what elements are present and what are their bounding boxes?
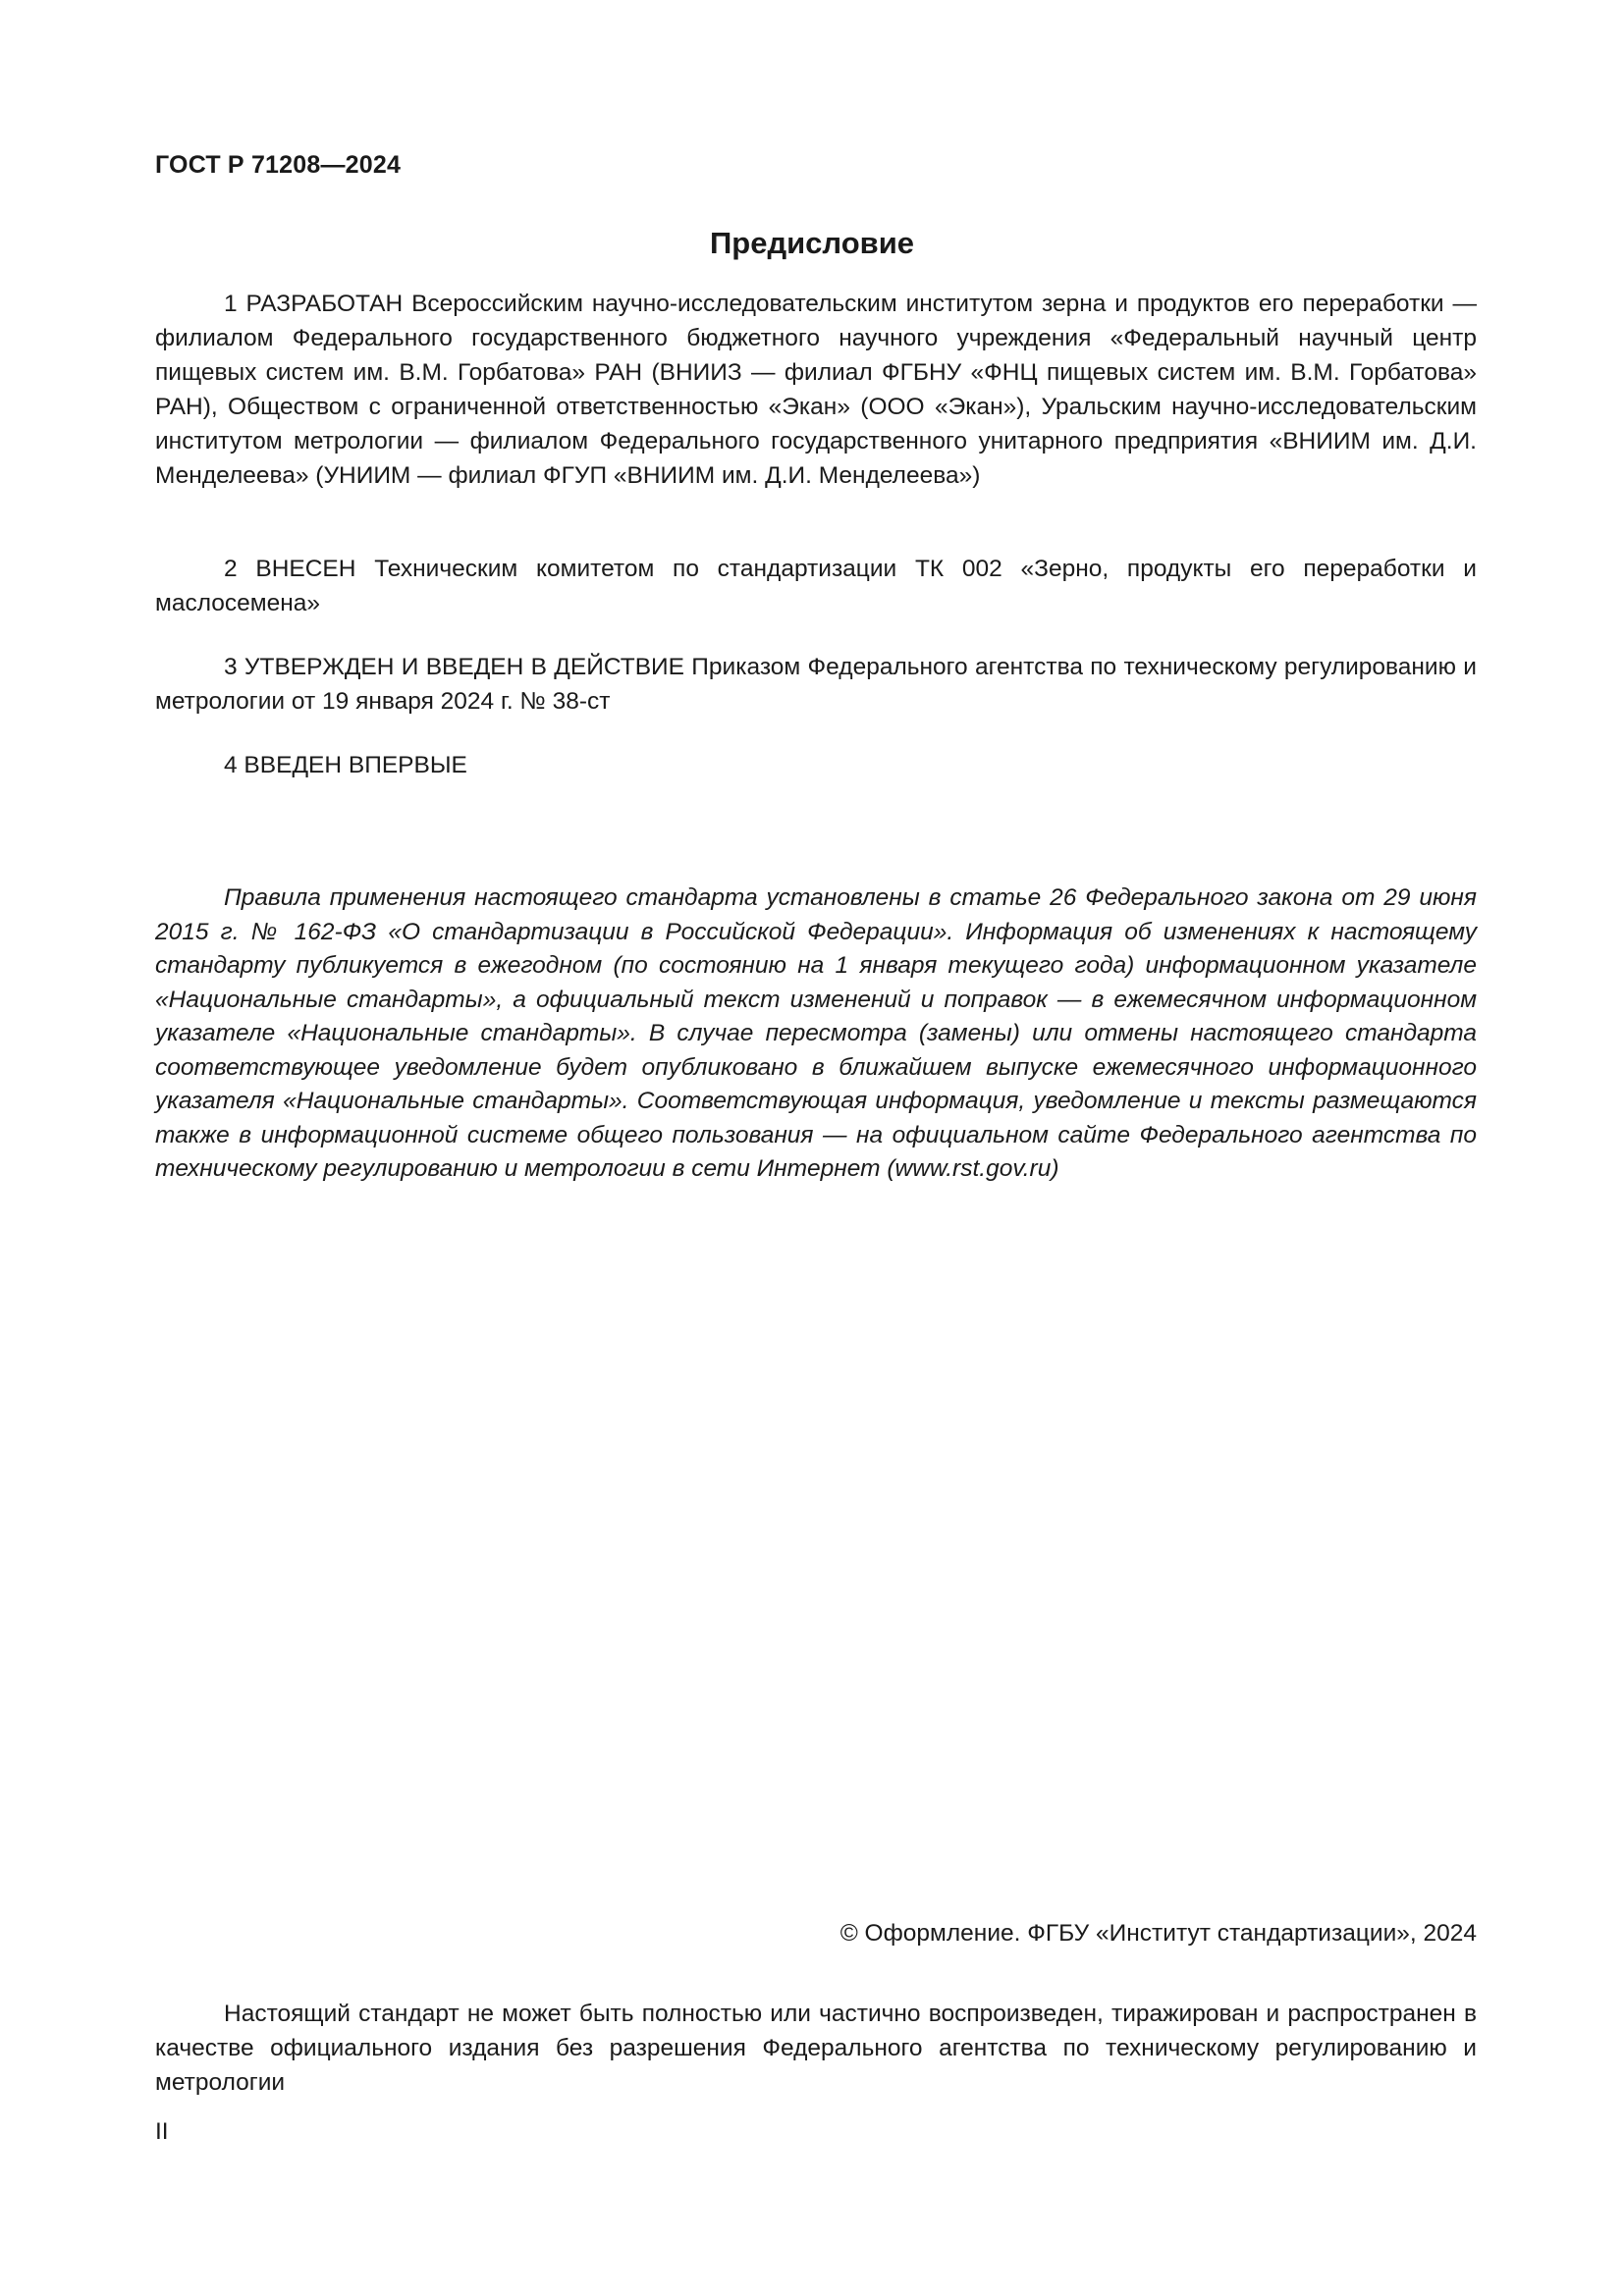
page-number: II (155, 2118, 169, 2145)
paragraph-text: 2 ВНЕСЕН Техническим комитетом по стандартизации ТК 002 «Зерно, продукты его переработки и маслосемена» (155, 556, 1477, 616)
reproduction-text: Настоящий стандарт не может быть полностью или частично воспроизведен, тиражирован и распространен в качестве официального издания без разрешения Федерального агентства по техническому регулированию и метрологии (155, 2001, 1477, 2096)
reproduction-notice (155, 1997, 1477, 2100)
foreword-item-introduced (155, 552, 1477, 620)
notice-text: Правила применения настоящего стандарта установлены в статье 26 Федерального закона от 29 июня 2015 г. № 162-ФЗ «О стандартизации в Российской Федерации». Информация об изменениях к настоящему стандарту публикуется в ежегодном (по состоянию на 1 января текущего года) информационном указателе «Национальные стандарты», а официальный текст изменений и поправок — в ежемесячном информационном указателе «Национальные стандарты». В случае пересмотра (замены) или отмены настоящего стандарта соответствующее уведомление будет опубликовано в ближайшем выпуске ежемесячного информационного указателя «Национальные стандарты». Соответствующая информация, уведомление и тексты размещаются также в информационной системе общего пользования — на официальном сайте Федерального агентства по техническому регулированию и метрологии в сети Интернет (www.rst.gov.ru) (155, 884, 1477, 1182)
application-rules-notice (155, 881, 1477, 1187)
foreword-item-approved (155, 650, 1477, 719)
page-title: Предисловие (709, 226, 914, 260)
paragraph-text: 3 УТВЕРЖДЕН И ВВЕДЕН В ДЕЙСТВИЕ Приказом Федерального агентства по техническому регулированию и метрологии от 19 января 2024 г. № 38-ст (155, 654, 1477, 715)
paragraph-text: 1 РАЗРАБОТАН Всероссийским научно-исследовательским институтом зерна и продуктов его переработки — филиалом Федерального государственного бюджетного научного учреждения «Федеральный научный центр пищевых систем им. В.М. Горбатова» РАН (ВНИИЗ — филиал ФГБНУ «ФНЦ пищевых систем им. В.М. Горбатова» РАН), Обществом с ограниченной ответственностью «Экан» (ООО «Экан»), Уральским научно-исследовательским институтом метрологии — филиалом Федерального государственного унитарного предприятия «ВНИИМ им. Д.И. Менделеева» (УНИИМ — филиал ФГУП «ВНИИМ им. Д.И. Менделеева») (155, 291, 1477, 489)
foreword-item-first-introduced (155, 748, 1477, 782)
foreword-item-developed (155, 287, 1477, 493)
copyright-line: © Оформление. ФГБУ «Институт стандартизации», 2024 (839, 1920, 1477, 1947)
paragraph-text: 4 ВВЕДЕН ВПЕРВЫЕ (224, 752, 467, 778)
standard-code: ГОСТ Р 71208—2024 (155, 151, 402, 179)
